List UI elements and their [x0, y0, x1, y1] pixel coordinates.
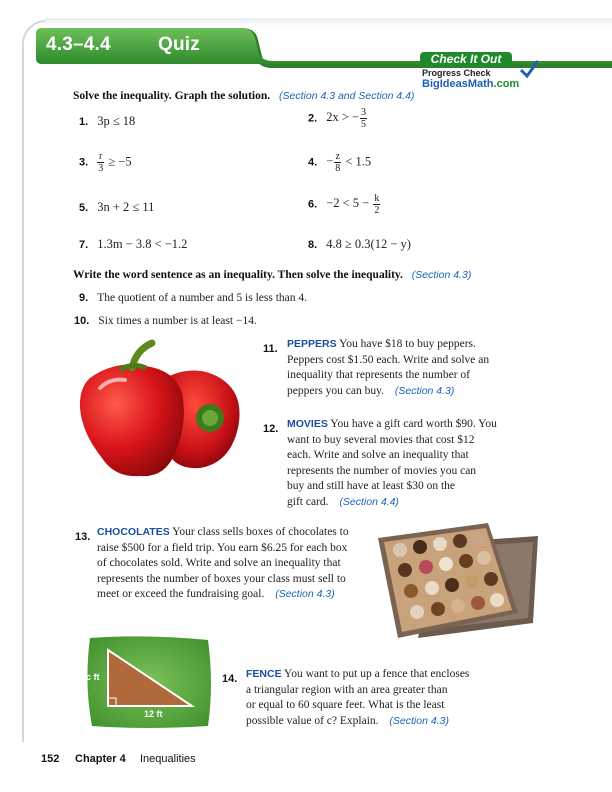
fraction — [97, 151, 104, 174]
problem-10 — [74, 313, 257, 330]
base-label: 12 ft — [144, 709, 163, 719]
text-line: peppers you can buy. — [287, 384, 384, 397]
part1-instruction — [73, 90, 414, 102]
part2-instruction — [73, 269, 471, 281]
section-ref: (Section 4.4) — [339, 495, 399, 508]
problem-expression: 3p ≤ 18 — [97, 114, 136, 128]
problem-4 — [308, 151, 371, 174]
check-it-out-logo[interactable] — [420, 52, 545, 94]
text-line: represents the number of boxes your class must sell to — [97, 572, 346, 585]
problem-text: The quotient of a number and 5 is less than 4. — [97, 292, 308, 304]
problem-expression: 4.8 ≥ 0.3(12 − y) — [326, 237, 411, 251]
logo-line-2: Progress Check — [422, 68, 491, 78]
text-line: Peppers cost $1.50 each. Write and solve an — [287, 353, 490, 366]
text-line: each. Write and solve an inequality that — [287, 449, 469, 461]
problem-keyword: PEPPERS — [287, 338, 337, 350]
problem-number: 14. — [222, 673, 238, 685]
fraction — [334, 151, 341, 174]
numerator: r — [99, 151, 103, 162]
text-line: want to buy several movies that cost $12 — [287, 433, 475, 446]
chapter-label: Chapter 4 — [75, 753, 126, 765]
text-line: possible value of c? Explain. — [246, 714, 379, 727]
part1-ref: (Section 4.3 and Section 4.4) — [279, 90, 415, 102]
problem-keyword: CHOCOLATES — [97, 526, 170, 538]
text-line: gift card. — [287, 495, 329, 508]
problem-6 — [308, 193, 381, 216]
problem-keyword: FENCE — [246, 668, 282, 680]
problem-13-text — [97, 525, 377, 603]
section-ref: (Section 4.3) — [389, 714, 449, 727]
denominator: 2 — [374, 205, 380, 216]
denominator: 5 — [361, 119, 367, 130]
problem-number: 5. — [79, 202, 89, 214]
text-line: a triangular region with an area greater than — [246, 683, 448, 696]
problem-expression: −2 < 5 − — [326, 196, 373, 211]
part2-ref: (Section 4.3) — [411, 269, 472, 281]
problem-number: 12. — [263, 423, 279, 435]
problem-9 — [79, 290, 307, 307]
part2-instruction-text: Write the word sentence as an inequality. Then solve the inequality. — [73, 269, 403, 281]
problem-expression: < 1.5 — [342, 154, 372, 169]
section-ref: (Section 4.3) — [394, 384, 455, 397]
text-line: Your class sells boxes of chocolates to — [172, 526, 349, 538]
problem-number: 9. — [79, 292, 89, 304]
problem-5 — [79, 200, 154, 215]
problem-number: 13. — [75, 531, 91, 543]
problem-11 — [263, 339, 278, 357]
page-number: 152 — [41, 753, 60, 765]
problem-number: 8. — [308, 239, 318, 251]
logo-site: BigIdeasMath — [422, 78, 494, 90]
logo-line-1: Check It Out — [420, 52, 512, 67]
quiz-title: Quiz — [158, 34, 200, 55]
red-peppers-image — [70, 338, 255, 483]
problem-number: 11. — [263, 343, 278, 355]
problem-number: 4. — [308, 156, 318, 169]
problem-number: 10. — [74, 315, 90, 327]
problem-number: 1. — [79, 116, 89, 128]
problem-14 — [222, 669, 237, 687]
problem-expression: 2x > − — [326, 110, 360, 125]
problem-2 — [308, 107, 368, 130]
denominator: 8 — [335, 163, 341, 174]
chocolate-box-image — [378, 518, 538, 653]
problem-expression: 3n + 2 ≤ 11 — [97, 200, 155, 214]
problem-expression: ≥ −5 — [105, 154, 132, 169]
problem-1 — [79, 114, 135, 129]
problem-number: 3. — [79, 156, 89, 169]
problem-12 — [263, 419, 278, 437]
problem-text: Six times a number is at least −14. — [98, 315, 257, 327]
problem-8 — [308, 237, 411, 252]
text-line: raise $500 for a field trip. You earn $6.25 for each box — [97, 541, 348, 554]
problem-number: 7. — [79, 239, 89, 251]
numerator: k — [374, 193, 380, 204]
numerator: 3 — [361, 107, 367, 118]
problem-expression: 1.3m − 3.8 < −1.2 — [97, 237, 188, 251]
text-line: You want to put up a fence that encloses — [284, 668, 470, 680]
section-ref: (Section 4.3) — [275, 588, 335, 600]
problem-expression: − — [326, 154, 334, 169]
problem-number: 2. — [308, 112, 318, 125]
problem-13 — [75, 527, 90, 545]
problem-number: 6. — [308, 198, 318, 211]
fraction — [373, 193, 380, 216]
problem-12-text — [287, 417, 512, 510]
text-line: buy and still have at least $30 on the — [287, 480, 455, 492]
denominator: 3 — [98, 163, 104, 174]
text-line: meet or exceed the fundraising goal. — [97, 588, 265, 600]
top-strip — [45, 18, 612, 26]
side-label: c ft — [86, 672, 100, 682]
logo-line-3 — [422, 78, 519, 90]
text-line: of chocolates sold. Write and solve an inequality that — [97, 557, 341, 569]
part1-instruction-text: Solve the inequality. Graph the solution. — [73, 90, 271, 102]
checkmark-icon — [518, 58, 540, 80]
problem-11-text — [287, 337, 512, 399]
section-number: 4.3–4.4 — [46, 34, 111, 55]
text-line: You have a gift card worth $90. You — [330, 418, 497, 430]
problem-3 — [79, 151, 132, 174]
problem-keyword: MOVIES — [287, 418, 328, 430]
text-line: or equal to 60 square feet. What is the least — [246, 699, 445, 711]
text-line: represents the number of movies you can — [287, 464, 477, 477]
numerator: z — [335, 151, 340, 162]
logo-domain: .com — [493, 78, 520, 90]
problem-7 — [79, 237, 187, 252]
chapter-topic: Inequalities — [140, 753, 196, 765]
problem-14-text — [246, 667, 506, 729]
text-line: inequality that represents the number of — [287, 369, 470, 381]
text-line: You have $18 to buy peppers. — [339, 338, 476, 350]
fraction — [360, 107, 367, 130]
